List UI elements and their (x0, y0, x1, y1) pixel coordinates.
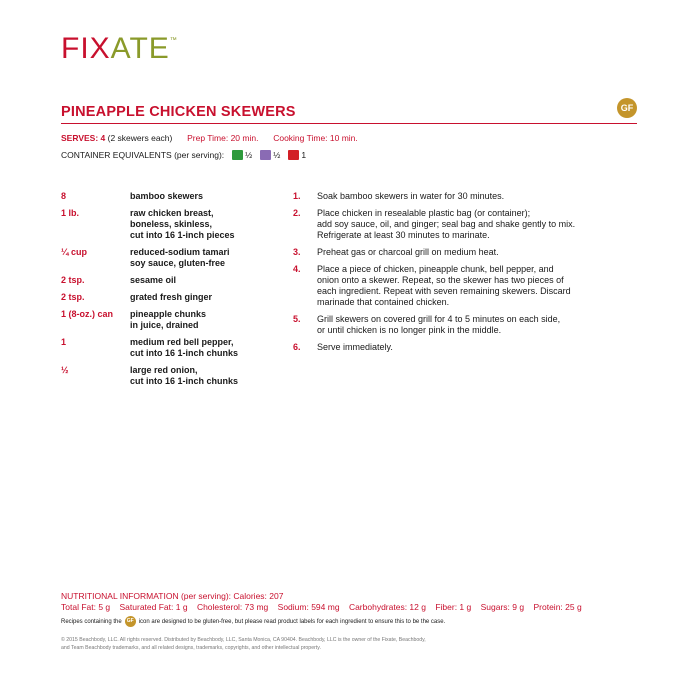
step-text: Place a piece of chicken, pineapple chunk, bell pepper, and onion onto a skewer. Repeat, so the skewer has two pieces of each ingredient. Repeat with seven remaining skewers. Discard marinade that contained chicken. (317, 264, 571, 307)
direction-step (293, 208, 623, 241)
ingredient-row (61, 292, 280, 303)
ingredient-item: sesame oil (130, 275, 177, 285)
serves-label: SERVES: 4 (61, 133, 106, 143)
title-divider (61, 123, 637, 124)
ingredient-item: bamboo skewers (130, 191, 204, 201)
ingredient-amount: ¼ cup (61, 247, 88, 257)
green-container-icon (232, 150, 243, 160)
gf-note-before: Recipes containing the (61, 618, 122, 625)
nutrition-value: Sodium: 594 mg (277, 602, 340, 612)
red-container-value: 1 (301, 150, 307, 160)
nutrition-value: Protein: 25 g (533, 602, 582, 612)
step-number: 2. (293, 208, 301, 218)
prep-time: Prep Time: 20 min. (187, 133, 259, 143)
ingredient-amount: 1 lb. (61, 208, 80, 218)
purple-container-icon (260, 150, 271, 160)
container-label-note: (per serving): (174, 150, 225, 160)
brand-logo-fix: FIX (61, 32, 111, 65)
serves-note: (2 skewers each) (107, 133, 173, 143)
gluten-free-icon: GF (617, 98, 637, 118)
nutrition-value: Total Fat: 5 g (61, 602, 111, 612)
step-text: Serve immediately. (317, 342, 393, 352)
ingredient-amount: 1 (8-oz.) can (61, 309, 114, 319)
step-number: 1. (293, 191, 301, 201)
container-label: CONTAINER EQUIVALENTS (61, 150, 172, 160)
step-text: Soak bamboo skewers in water for 30 minutes. (317, 191, 505, 201)
nutrition-value: Saturated Fat: 1 g (119, 602, 188, 612)
copyright-notice: © 2015 Beachbody, LLC. All rights reserved. Distributed by Beachbody, LLC, Santa Monica, CA 90404. Beachbody, LLC is the owner of the Fixate, Beachbody, and Team Beachbody trademarks, and all related designs, trademarks, copyrights, and other intellectual property. (61, 637, 426, 651)
nutrition-value: Sugars: 9 g (480, 602, 525, 612)
serving-info (61, 133, 358, 143)
ingredient-item: reduced-sodium tamari soy sauce, gluten-free (130, 247, 230, 268)
direction-step (293, 314, 623, 336)
ingredient-amount: ½ (61, 365, 69, 375)
direction-step (293, 191, 623, 202)
nutrition-info (61, 591, 589, 613)
gf-note-after: icon are designed to be gluten-free, but please read product labels for each ingredient to ensure this to be the case. (138, 618, 446, 625)
ingredient-row (61, 337, 280, 359)
ingredient-row (61, 247, 280, 269)
direction-step (293, 247, 623, 258)
direction-step (293, 264, 623, 308)
ingredient-row (61, 309, 280, 331)
ingredient-row (61, 208, 280, 241)
step-text: Preheat gas or charcoal grill on medium heat. (317, 247, 499, 257)
recipe-title: PINEAPPLE CHICKEN SKEWERS (61, 104, 296, 120)
ingredient-row (61, 365, 280, 387)
direction-step (293, 342, 623, 353)
step-number: 3. (293, 247, 301, 257)
purple-container-value: ½ (273, 150, 281, 160)
ingredient-amount: 1 (61, 337, 67, 347)
ingredient-amount: 8 (61, 191, 67, 201)
nutrition-values (61, 602, 589, 613)
step-text: Place chicken in resealable plastic bag (or container); add soy sauce, oil, and ginger; seal bag and shake gently to mix. Refrigerate at least 30 minutes to marinate. (317, 208, 576, 240)
brand-logo-ate: ATE (110, 32, 170, 65)
green-container-value: ½ (245, 150, 253, 160)
container-equivalents (61, 150, 314, 160)
ingredient-row (61, 191, 280, 202)
ingredient-item: grated fresh ginger (130, 292, 213, 302)
nutrition-value: Fiber: 1 g (435, 602, 472, 612)
step-number: 5. (293, 314, 301, 324)
nutrition-value: Carbohydrates: 12 g (348, 602, 426, 612)
ingredient-amount: 2 tsp. (61, 292, 85, 302)
nutrition-value: Cholesterol: 73 mg (196, 602, 269, 612)
ingredients-list (61, 191, 280, 393)
ingredient-row (61, 275, 280, 286)
brand-logo-tm: ™ (169, 37, 178, 44)
gluten-free-note (61, 616, 445, 627)
red-container-icon (288, 150, 299, 160)
directions-list (293, 191, 623, 359)
ingredient-item: large red onion, cut into 16 1-inch chunks (130, 365, 239, 386)
ingredient-item: pineapple chunks in juice, drained (130, 309, 207, 330)
step-text: Grill skewers on covered grill for 4 to 5 minutes on each side, or until chicken is no longer pink in the middle. (317, 314, 561, 335)
brand-logo (61, 34, 178, 64)
step-number: 4. (293, 264, 301, 274)
cook-time: Cooking Time: 10 min. (273, 133, 358, 143)
ingredient-item: raw chicken breast, boneless, skinless, cut into 16 1-inch pieces (130, 208, 235, 240)
ingredient-amount: 2 tsp. (61, 275, 85, 285)
nutrition-heading: NUTRITIONAL INFORMATION (per serving): Calories: 207 (61, 591, 284, 601)
ingredient-item: medium red bell pepper, cut into 16 1-inch chunks (130, 337, 239, 358)
gluten-free-mini-icon: GF (125, 616, 136, 627)
step-number: 6. (293, 342, 301, 352)
